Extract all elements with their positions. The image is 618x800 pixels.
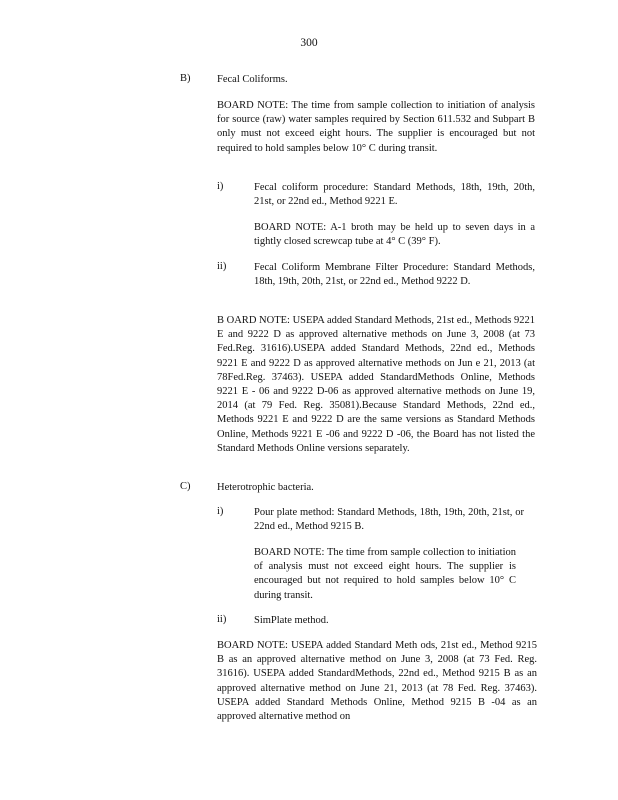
section-c-item-i-note: BOARD NOTE: The time from sample collection to initiation of analysis must not exceed eight hours. The supplier is encouraged but not required to hold samples below 10° C during transit. [254, 547, 516, 601]
section-c-title: Heterotrophic bacteria. [217, 482, 314, 493]
section-b-board-note [217, 99, 535, 156]
section-b-board-note-2: B OARD NOTE: USEPA added Standard Methods, 21st ed., Methods 9221 E and 9222 D as approved alternative methods on June 3, 2008 (at 73 Fed.Reg. 31616).USEPA added Standard Methods, 22nd ed., Methods 9221 E and 9222 D as approved alternative methods on Jun e 21, 2013 (at 78Fed.Reg. 37463). USEPA added StandardMethods Online, Methods 9221 E - 06 and 9222 D-06 as approved alternative methods on June 19, 2014 (at 79 Fed. Reg. 35081).Because Standard Methods, 22nd ed., Methods 9221 E and 9222 D are the same versions as Standard Methods Online, Methods 9221 E -06 and 9222 D -06, the Board has not listed the Standard Methods Online versions separately. [217, 315, 535, 454]
section-c-board-note-2: BOARD NOTE: USEPA added Standard Meth ods, 21st ed., Method 9215 B as an approved alternative method on June 3, 2008 (at 73 Fed. Reg. 31616). USEPA added StandardMethods, 22nd ed., Method 9215 B as an approved alternative method on June 21, 2013 (at 78 Fed. Reg. 37463). USEPA added Standard Methods Online, Method 9215 B -04 as an approved alternative method on [217, 640, 537, 723]
section-b-item-i-label: i) [217, 181, 224, 192]
section-c-item-ii-text: SimPlate method. [254, 615, 329, 626]
section-b-item-i-text: Fecal coliform procedure: Standard Methods, 18th, 19th, 20th, 21st, or 22nd ed., Method 9221 E. [254, 182, 535, 208]
section-c-item-i-label: i) [217, 506, 224, 517]
page-number: 300 [300, 37, 318, 49]
section-b-label: B) [180, 73, 191, 84]
section-b-item-i-note: BOARD NOTE: A-1 broth may be held up to seven days in a tightly closed screwcap tube at 4° C (39° F). [254, 222, 535, 248]
section-b-title: Fecal Coliforms. [217, 74, 288, 85]
section-b-board-note-text: BOARD NOTE: The time from sample collection to initiation of analysis for source (raw) water samples required by Section 611.532 and Subpart B only must not exceed eight hours. The supplier is encouraged but not required to hold samples below 10° C during transit. [217, 100, 535, 154]
section-c-label: C) [180, 481, 191, 492]
section-b-item-ii-label: ii) [217, 261, 227, 272]
section-c-item-ii-label: ii) [217, 614, 227, 625]
section-c-item-i-text: Pour plate method: Standard Methods, 18th, 19th, 20th, 21st, or 22nd ed., Method 9215 B. [254, 507, 524, 533]
section-b-item-ii-text: Fecal Coliform Membrane Filter Procedure: Standard Methods, 18th, 19th, 20th, 21st, or 22nd ed., Method 9222 D. [254, 262, 535, 288]
